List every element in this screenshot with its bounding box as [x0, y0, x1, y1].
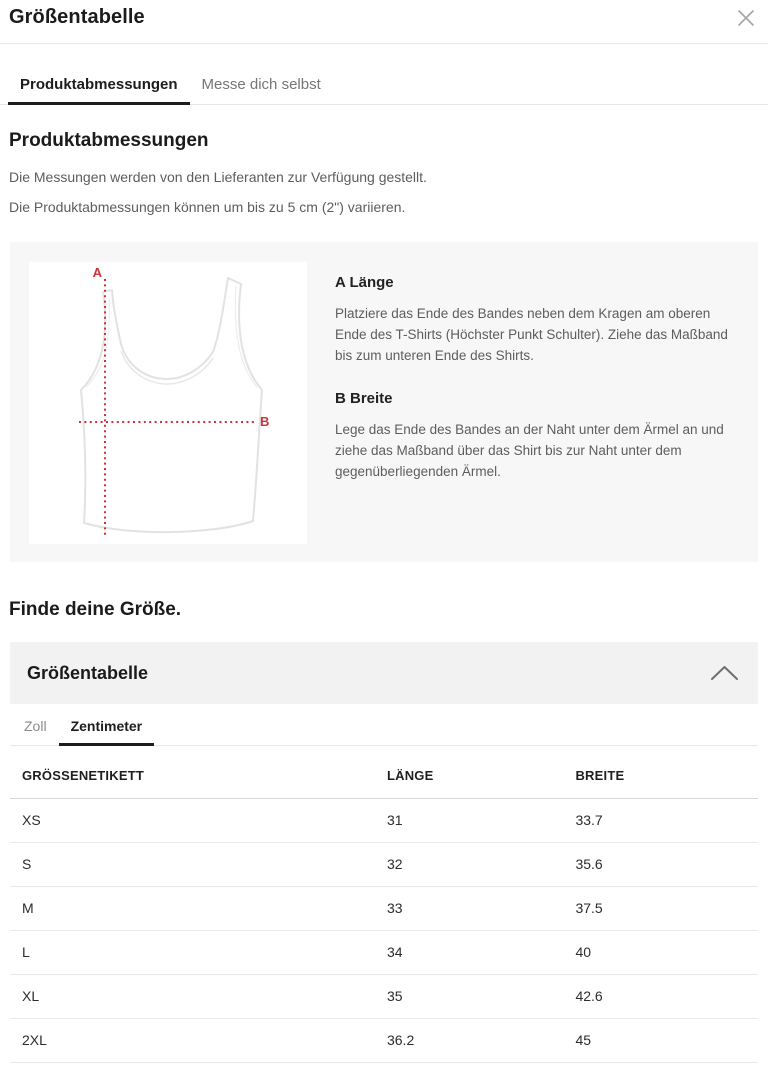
length-cell: 31	[387, 799, 575, 843]
garment-measurement-illustration	[29, 262, 307, 544]
measurements-note-2: Die Produktabmessungen können um bis zu 5 cm (2") variieren.	[9, 199, 406, 215]
col-header-width: BREITE	[575, 746, 758, 799]
tab-messe-dich-selbst[interactable]: Messe dich selbst	[201, 76, 321, 93]
size-cell: 2XL	[10, 1019, 387, 1063]
width-instruction-title: B Breite	[335, 390, 393, 407]
table-row	[10, 931, 758, 975]
section-heading: Produktabmessungen	[9, 130, 209, 151]
modal-title: Größentabelle	[9, 6, 145, 28]
width-cell: 40	[575, 931, 758, 975]
table-row	[10, 1019, 758, 1063]
close-button[interactable]	[736, 8, 756, 28]
width-instruction-text: Lege das Ende des Bandes an der Naht unter dem Ärmel an und ziehe das Maßband über das Shirt bis zur Naht unter dem gegenüberliegenden Ärmel.	[335, 422, 724, 479]
size-cell: L	[10, 931, 387, 975]
size-chart-title: Größentabelle	[27, 662, 149, 683]
length-instruction-title: A Länge	[335, 274, 394, 291]
width-cell: 45	[575, 1019, 758, 1063]
marker-b-label: B	[260, 414, 270, 429]
size-cell: S	[10, 843, 387, 887]
size-cell: XL	[10, 975, 387, 1019]
col-header-length: LÄNGE	[387, 746, 575, 799]
main-tabs	[0, 69, 768, 105]
length-instruction-text: Platziere das Ende des Bandes neben dem Kragen am oberen Ende des T-Shirts (Höchster Punkt Schulter). Ziehe das Maßband bis zum unteren Ende des Shirts.	[335, 306, 728, 363]
unit-tabs	[10, 712, 758, 746]
measurement-instructions	[335, 262, 744, 544]
measurements-note-1: Die Messungen werden von den Lieferanten zur Verfügung gestellt.	[9, 169, 427, 185]
marker-a-label: A	[92, 265, 102, 280]
size-chart-accordion-header[interactable]	[10, 642, 758, 704]
table-row	[10, 887, 758, 931]
width-cell: 35.6	[575, 843, 758, 887]
product-measurements-section	[0, 130, 768, 562]
find-size-heading: Finde deine Größe.	[9, 599, 182, 620]
size-cell: M	[10, 887, 387, 931]
close-icon	[736, 16, 756, 31]
length-cell: 35	[387, 975, 575, 1019]
tab-zentimeter[interactable]: Zentimeter	[59, 712, 155, 746]
table-row	[10, 799, 758, 843]
size-table	[10, 746, 758, 1063]
size-chart-accordion	[10, 642, 758, 1063]
length-cell: 34	[387, 931, 575, 975]
size-table-header-row	[10, 746, 758, 799]
table-row	[10, 843, 758, 887]
width-cell: 37.5	[575, 887, 758, 931]
width-cell: 42.6	[575, 975, 758, 1019]
measurement-guide-panel	[10, 242, 758, 562]
table-row	[10, 975, 758, 1019]
length-cell: 32	[387, 843, 575, 887]
col-header-size-label: GRÖSSENETIKETT	[10, 746, 387, 799]
modal-header	[0, 0, 768, 44]
size-cell: XS	[10, 799, 387, 843]
chevron-up-icon	[709, 664, 740, 682]
width-cell: 33.7	[575, 799, 758, 843]
length-cell: 36.2	[387, 1019, 575, 1063]
tab-zoll[interactable]: Zoll	[24, 718, 47, 734]
tab-produktabmessungen[interactable]: Produktabmessungen	[8, 69, 190, 105]
length-cell: 33	[387, 887, 575, 931]
